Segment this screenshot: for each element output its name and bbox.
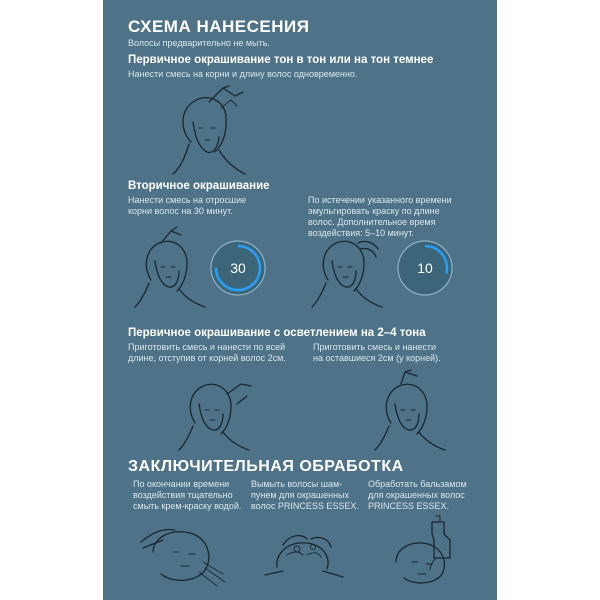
shampoo-hands-icon — [253, 515, 353, 590]
section2-right-line2: эмульгировать краску по длине — [308, 206, 440, 216]
section2-left-line2: корни волос на 30 минут. — [128, 206, 233, 216]
section3-right-line2: на оставшиеся 2см (у корней). — [313, 353, 441, 363]
final-col2-line2: пунем для окрашенных — [251, 490, 350, 500]
section2-left-line1: Нанести смесь на отросшие — [128, 195, 247, 205]
timer-30-value: 30 — [230, 260, 246, 276]
section3-left-line2: длине, отступив от корней волос 2см. — [128, 353, 286, 363]
woman-applying-dye-roots-icon — [371, 368, 456, 453]
section3-heading: Первичное окрашивание с осветлением на 2–4 тона — [128, 327, 426, 339]
final-col1-line2: воздействия тщательно — [133, 490, 233, 500]
section2-right-line4: воздействия: 5–10 минут. — [308, 228, 414, 238]
final-col1-line1: По окончании времени — [133, 479, 230, 489]
section2-right-line1: По истечении указанного времени — [308, 195, 452, 205]
section1-heading: Первичное окрашивание тон в тон или на тон темнее — [128, 54, 434, 66]
woman-emulsifying-dye-icon — [308, 225, 393, 310]
woman-applying-dye-icon — [175, 368, 260, 453]
final-col3-line2: для окрашенных волос — [368, 490, 465, 500]
section3-left-line1: Приготовить смесь и нанести по всей — [128, 342, 286, 352]
final-col2-line3: волос PRINCESS ESSEX. — [251, 501, 359, 511]
section2-heading: Вторичное окрашивание — [128, 180, 270, 192]
timer-icon — [208, 238, 268, 298]
section1-text: Нанести смесь на корни и длину волос одновременно. — [128, 69, 358, 79]
woman-applying-dye-icon — [131, 225, 216, 310]
instruction-panel — [103, 0, 497, 600]
final-col3-line1: Обработать бальзамом — [368, 479, 467, 489]
balm-bottle-icon — [378, 512, 478, 592]
subtitle: Волосы предварительно не мыть. — [128, 38, 270, 48]
timer-10-value: 10 — [417, 260, 433, 276]
final-col3-line3: PRINCESS ESSEX. — [368, 501, 450, 511]
section2-right-line3: волос. Дополнительное время — [308, 217, 436, 227]
section3-right-line1: Приготовить смесь и нанести — [313, 342, 437, 352]
section4-heading: ЗАКЛЮЧИТЕЛЬНАЯ ОБРАБОТКА — [128, 458, 404, 475]
final-col2-line1: Вымыть волосы шам- — [251, 479, 343, 489]
final-col1-line3: смыть крем-краску водой. — [133, 501, 242, 511]
timer-icon — [395, 238, 455, 298]
rinse-head-icon — [133, 512, 233, 587]
woman-applying-dye-icon — [163, 82, 253, 177]
page-title: СХЕМА НАНЕСЕНИЯ — [128, 17, 310, 36]
